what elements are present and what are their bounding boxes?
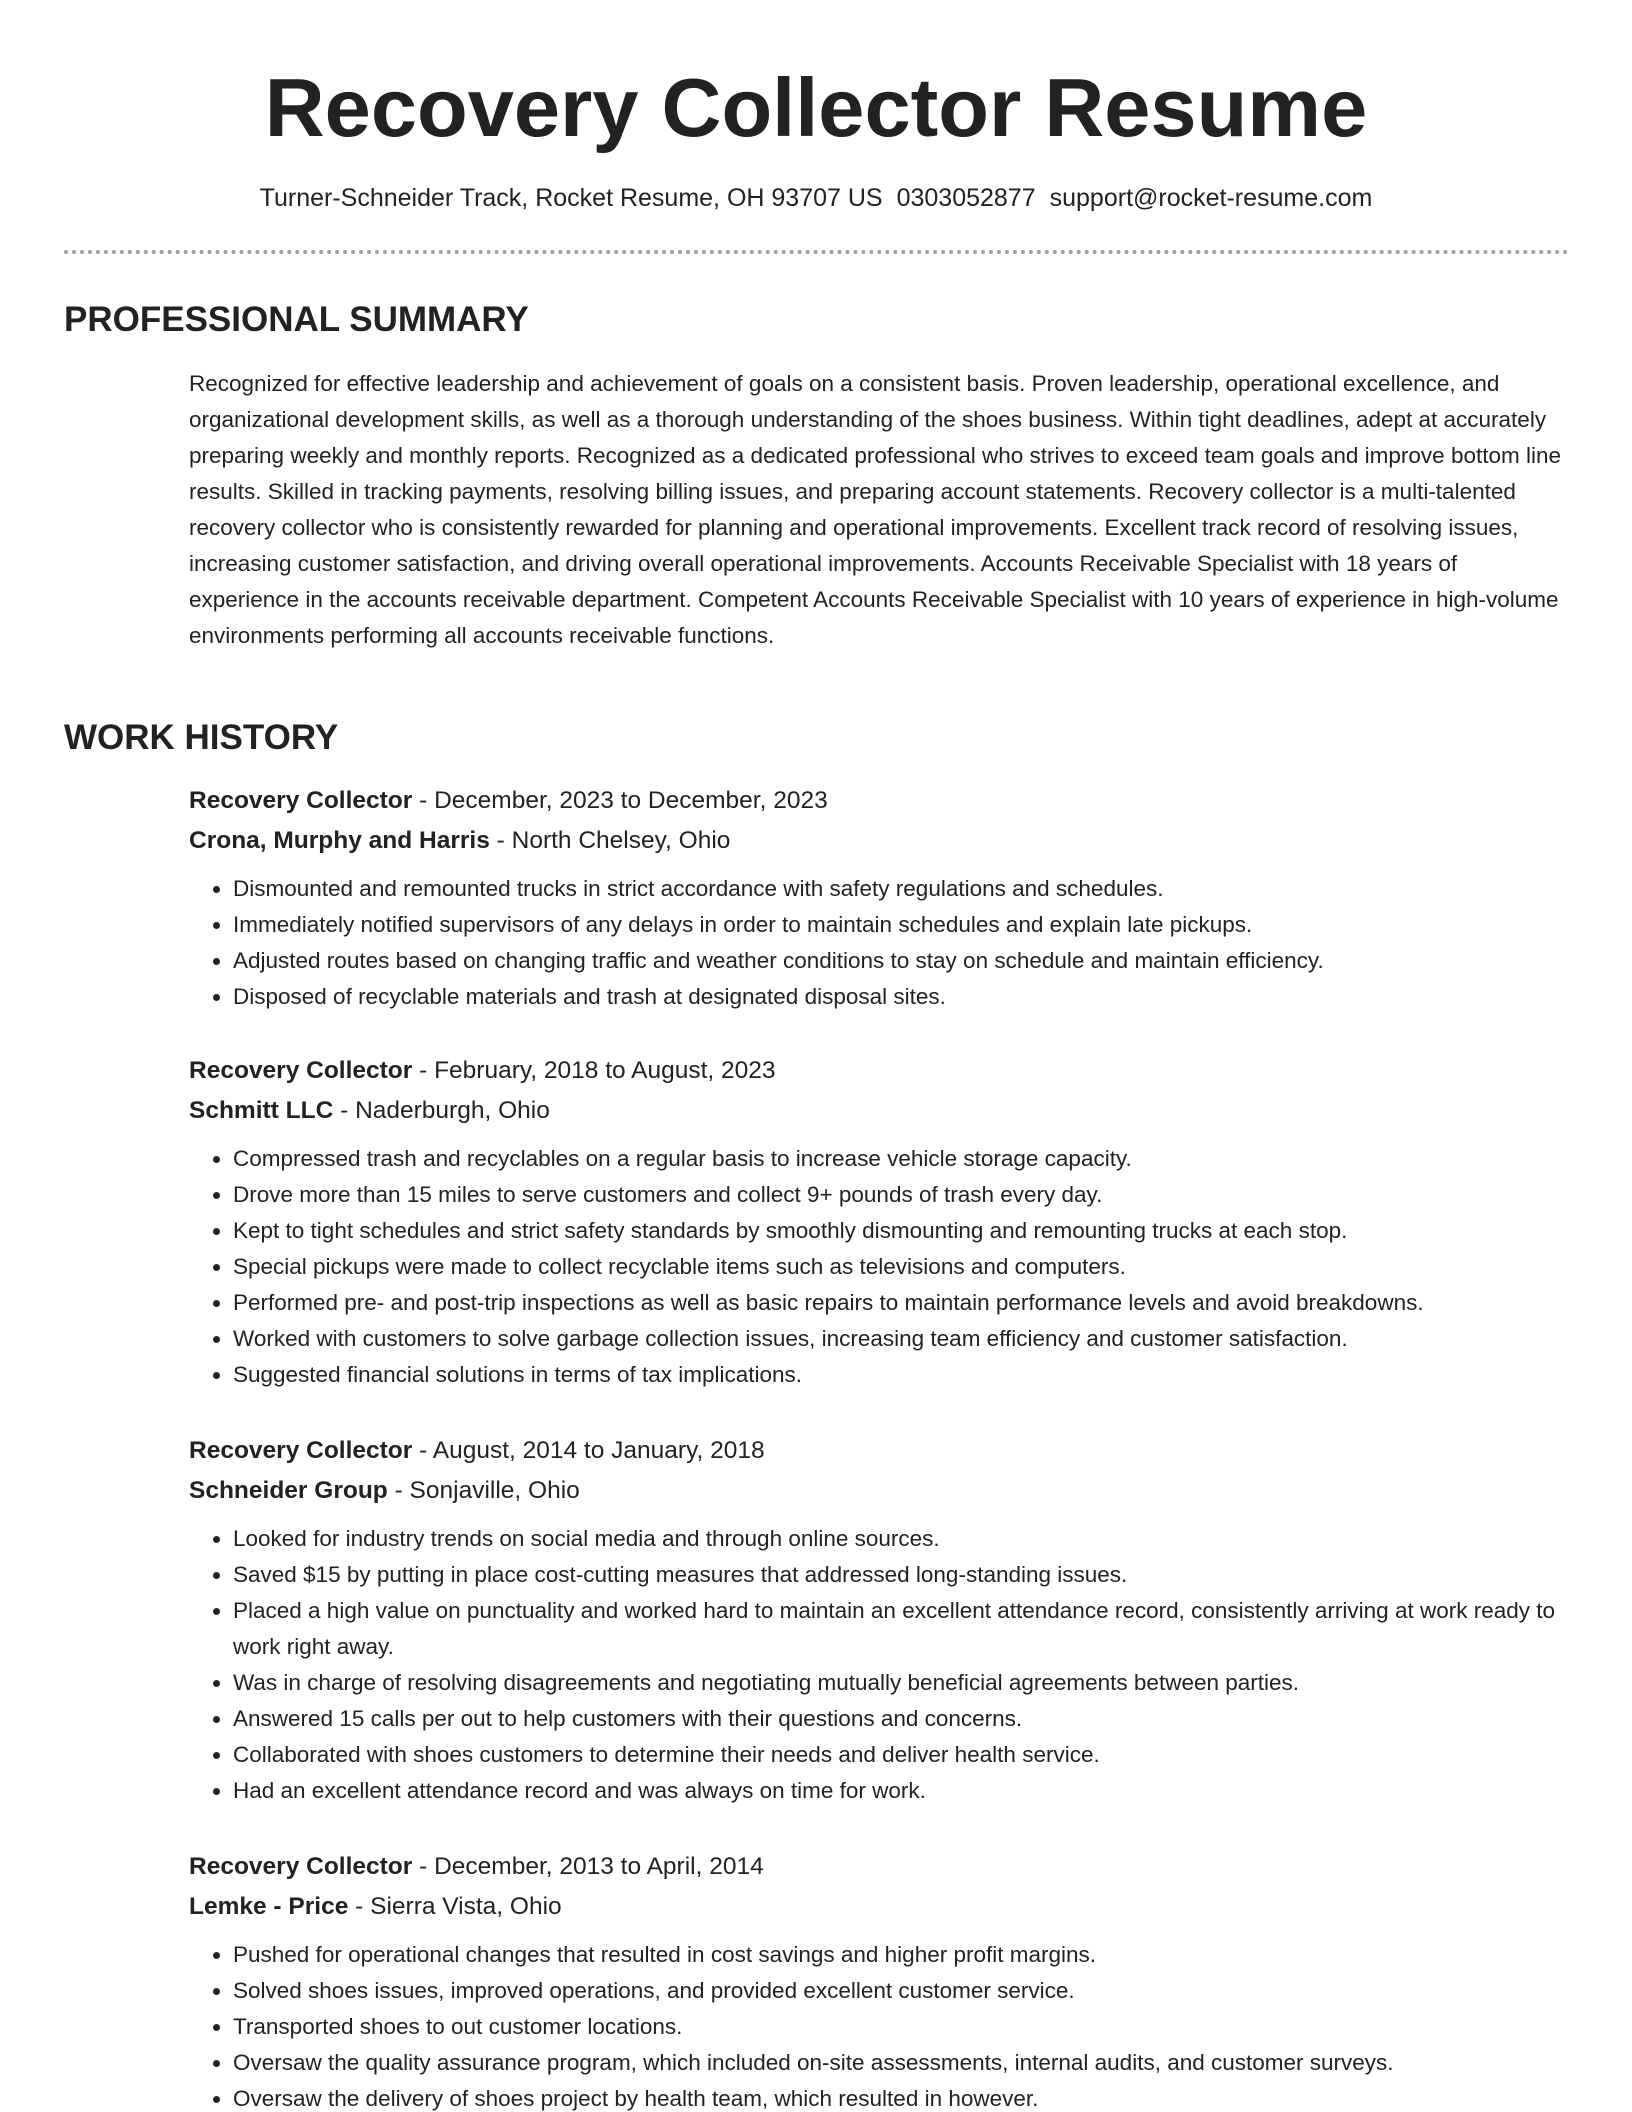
job-company: Schmitt LLC bbox=[189, 1097, 334, 1124]
job-bullet-list bbox=[189, 1141, 1569, 1393]
work-history-heading: WORK HISTORY bbox=[64, 718, 339, 757]
job-bullet: • Collaborated with shoes customers to determine their needs and deliver health service. bbox=[233, 1737, 1569, 1773]
job-bullet: • Answered 15 calls per out to help customers with their questions and concerns. bbox=[233, 1701, 1569, 1737]
job-location: North Chelsey, Ohio bbox=[511, 827, 731, 854]
job-dates: December, 2013 to April, 2014 bbox=[434, 1853, 764, 1880]
job-bullet: • Placed a high value on punctuality and worked hard to maintain an excellent attendance record, consistently arriving at work ready to work right away. bbox=[233, 1593, 1569, 1665]
job-bullet: • Adjusted routes based on changing traffic and weather conditions to stay on schedule and maintain efficiency. bbox=[233, 943, 1569, 979]
job-bullet: • Drove more than 15 miles to serve customers and collect 9+ pounds of trash every day. bbox=[233, 1177, 1569, 1213]
contact-phone: 0303052877 bbox=[896, 184, 1036, 212]
job-dates: February, 2018 to August, 2023 bbox=[434, 1057, 776, 1084]
job-bullet-list bbox=[189, 871, 1569, 1015]
job-bullet: • Compressed trash and recyclables on a regular basis to increase vehicle storage capacity. bbox=[233, 1141, 1569, 1177]
job-bullet-list bbox=[189, 1521, 1569, 1809]
contact-address: Turner-Schneider Track, Rocket Resume, OH 93707 US bbox=[259, 184, 883, 212]
job-bullet: • Kept to tight schedules and strict safety standards by smoothly dismounting and remounting trucks at each stop. bbox=[233, 1213, 1569, 1249]
job-location: Sonjaville, Ohio bbox=[409, 1477, 580, 1504]
job-title: Recovery Collector bbox=[189, 1057, 413, 1084]
job-separator: - bbox=[412, 1437, 433, 1464]
job-company-line bbox=[189, 1091, 1569, 1131]
job-company-line bbox=[189, 1471, 1569, 1511]
job-company-line bbox=[189, 1887, 1569, 1927]
job-title-line bbox=[189, 781, 1569, 821]
job-title: Recovery Collector bbox=[189, 787, 413, 814]
job-location: Naderburgh, Ohio bbox=[355, 1097, 550, 1124]
job-bullet: • Dismounted and remounted trucks in strict accordance with safety regulations and schedules. bbox=[233, 871, 1569, 907]
job-entry bbox=[189, 1051, 1569, 1393]
job-title: Recovery Collector bbox=[189, 1437, 413, 1464]
job-entry bbox=[189, 1431, 1569, 1809]
job-separator: - bbox=[348, 1893, 371, 1920]
job-bullet: • Solved shoes issues, improved operations, and provided excellent customer service. bbox=[233, 1973, 1569, 2009]
job-title: Recovery Collector bbox=[189, 1853, 413, 1880]
job-bullet: • Suggested financial solutions in terms of tax implications. bbox=[233, 1357, 1569, 1393]
job-separator: - bbox=[387, 1477, 410, 1504]
job-company: Crona, Murphy and Harris bbox=[189, 827, 490, 854]
job-location: Sierra Vista, Ohio bbox=[370, 1893, 562, 1920]
job-company: Lemke - Price bbox=[189, 1893, 349, 1920]
job-dates: December, 2023 to December, 2023 bbox=[434, 787, 828, 814]
job-company: Schneider Group bbox=[189, 1477, 388, 1504]
job-bullet: • Oversaw the quality assurance program, which included on-site assessments, internal audits, and customer surveys. bbox=[233, 2045, 1569, 2081]
contact-line bbox=[0, 180, 1632, 216]
job-bullet: • Immediately notified supervisors of any delays in order to maintain schedules and explain late pickups. bbox=[233, 907, 1569, 943]
header-divider bbox=[64, 250, 1569, 254]
job-bullet: • Performed pre- and post-trip inspections as well as basic repairs to maintain performance levels and avoid breakdowns. bbox=[233, 1285, 1569, 1321]
job-separator: - bbox=[489, 827, 512, 854]
summary-heading: PROFESSIONAL SUMMARY bbox=[64, 300, 529, 339]
job-separator: - bbox=[412, 1057, 435, 1084]
job-bullet: • Pushed for operational changes that resulted in cost savings and higher profit margins. bbox=[233, 1937, 1569, 1973]
job-dates: August, 2014 to January, 2018 bbox=[432, 1437, 765, 1464]
job-bullet: • Was in charge of resolving disagreements and negotiating mutually beneficial agreements between parties. bbox=[233, 1665, 1569, 1701]
job-bullet: • Saved $15 by putting in place cost-cutting measures that addressed long-standing issues. bbox=[233, 1557, 1569, 1593]
job-separator: - bbox=[412, 787, 435, 814]
job-bullet: • Oversaw the delivery of shoes project by health team, which resulted in however. bbox=[233, 2081, 1569, 2112]
job-bullet: • Transported shoes to out customer locations. bbox=[233, 2009, 1569, 2045]
job-entry bbox=[189, 1847, 1569, 2112]
job-bullet: • Looked for industry trends on social media and through online sources. bbox=[233, 1521, 1569, 1557]
job-title-line bbox=[189, 1431, 1569, 1471]
job-company-line bbox=[189, 821, 1569, 861]
job-title-line bbox=[189, 1847, 1569, 1887]
job-entry bbox=[189, 781, 1569, 1015]
job-separator: - bbox=[412, 1853, 435, 1880]
resume-title: Recovery Collector Resume bbox=[264, 61, 1368, 154]
job-bullet: • Had an excellent attendance record and was always on time for work. bbox=[233, 1773, 1569, 1809]
job-bullet: • Special pickups were made to collect recyclable items such as televisions and computers. bbox=[233, 1249, 1569, 1285]
job-title-line bbox=[189, 1051, 1569, 1091]
job-bullet-list bbox=[189, 1937, 1569, 2112]
job-separator: - bbox=[333, 1097, 356, 1124]
summary-text: Recognized for effective leadership and achievement of goals on a consistent basis. Proven leadership, operational excellence, and organizational development skills, as well as a thorough understanding of the shoes business. Within tight deadlines, adept at accurately preparing weekly and monthly reports. Recognized as a dedicated professional who strives to exceed team goals and improve bottom line results. Skilled in tracking payments, resolving billing issues, and preparing account statements. Recovery collector is a multi-talented recovery collector who is consistently rewarded for planning and operational improvements. Excellent track record of resolving issues, increasing customer satisfaction, and driving overall operational improvements. Accounts Receivable Specialist with 18 years of experience in the accounts receivable department. Competent Accounts Receivable Specialist with 10 years of experience in high-volume environments performing all accounts receivable functions. bbox=[189, 371, 1562, 648]
contact-email: support@rocket-resume.com bbox=[1049, 184, 1373, 212]
job-bullet: • Worked with customers to solve garbage collection issues, increasing team efficiency and customer satisfaction. bbox=[233, 1321, 1569, 1357]
job-bullet: • Disposed of recyclable materials and trash at designated disposal sites. bbox=[233, 979, 1569, 1015]
